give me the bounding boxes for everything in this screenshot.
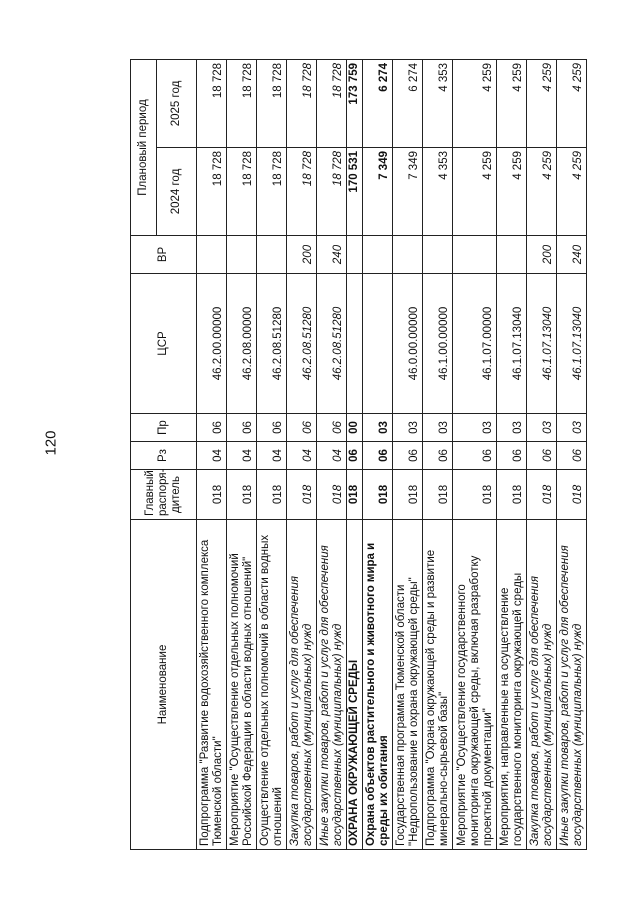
cell-2024: 4 353	[423, 148, 453, 236]
cell-rz: 06	[393, 442, 423, 470]
cell-pr: 00	[347, 414, 363, 442]
header-admin: Главный распоря-дитель	[131, 470, 197, 520]
cell-2025: 4 259	[453, 59, 497, 147]
cell-name: Охрана объектов растительного и животного мира и среды их обитания	[363, 520, 393, 850]
cell-admin: 018	[363, 470, 393, 520]
cell-2024: 7 349	[363, 148, 393, 236]
cell-2025: 6 274	[363, 59, 393, 147]
cell-2025: 4 353	[423, 59, 453, 147]
cell-2025: 4 259	[527, 59, 557, 147]
cell-2025: 4 259	[497, 59, 527, 147]
cell-2024: 18 728	[287, 148, 317, 236]
cell-name: Подпрограмма "Развитие водохозяйственного комплекса Тюменской области"	[197, 520, 227, 850]
cell-2024: 4 259	[557, 148, 587, 236]
cell-pr: 06	[197, 414, 227, 442]
table-row	[423, 59, 453, 849]
cell-2024: 7 349	[393, 148, 423, 236]
cell-vr	[257, 236, 287, 274]
cell-2024: 4 259	[453, 148, 497, 236]
table-row	[453, 59, 497, 849]
cell-2025: 18 728	[257, 59, 287, 147]
cell-rz: 04	[317, 442, 347, 470]
cell-rz: 06	[497, 442, 527, 470]
budget-table	[130, 59, 587, 850]
cell-rz: 04	[287, 442, 317, 470]
table-row	[527, 59, 557, 849]
cell-pr: 06	[257, 414, 287, 442]
rotated-table-container	[130, 60, 584, 850]
header-name: Наименование	[131, 520, 197, 850]
cell-2025: 18 728	[317, 59, 347, 147]
table-row	[347, 59, 363, 849]
cell-csr: 46.1.00.00000	[423, 274, 453, 414]
cell-admin: 018	[557, 470, 587, 520]
cell-csr: 46.0.00.00000	[393, 274, 423, 414]
cell-pr: 06	[317, 414, 347, 442]
cell-admin: 018	[257, 470, 287, 520]
cell-pr: 06	[287, 414, 317, 442]
cell-name: Мероприятие "Осуществление государственного мониторинга окружающей среды, включая разработку проектной документации"	[453, 520, 497, 850]
cell-csr	[347, 274, 363, 414]
cell-name: Государственная программа Тюменской области "Недропользование и охрана окружающей среды"	[393, 520, 423, 850]
cell-rz: 06	[453, 442, 497, 470]
cell-pr: 06	[227, 414, 257, 442]
cell-vr	[497, 236, 527, 274]
header-year-2025: 2025 год	[157, 59, 197, 147]
cell-csr: 46.2.08.51280	[317, 274, 347, 414]
cell-2025: 173 759	[347, 59, 363, 147]
cell-vr: 240	[557, 236, 587, 274]
cell-vr	[227, 236, 257, 274]
cell-2024: 18 728	[317, 148, 347, 236]
table-row	[227, 59, 257, 849]
cell-2024: 4 259	[497, 148, 527, 236]
cell-rz: 04	[227, 442, 257, 470]
cell-pr: 03	[423, 414, 453, 442]
cell-csr: 46.2.08.51280	[287, 274, 317, 414]
cell-rz: 06	[347, 442, 363, 470]
table-row	[257, 59, 287, 849]
cell-csr: 46.1.07.13040	[497, 274, 527, 414]
cell-admin: 018	[393, 470, 423, 520]
cell-2024: 18 728	[197, 148, 227, 236]
cell-rz: 06	[423, 442, 453, 470]
cell-rz: 06	[363, 442, 393, 470]
cell-vr	[197, 236, 227, 274]
cell-admin: 018	[227, 470, 257, 520]
cell-csr: 46.1.07.00000	[453, 274, 497, 414]
page-number: 120	[42, 430, 60, 456]
cell-2025: 18 728	[287, 59, 317, 147]
cell-vr: 200	[527, 236, 557, 274]
cell-2024: 18 728	[257, 148, 287, 236]
cell-admin: 018	[423, 470, 453, 520]
cell-csr: 46.2.08.00000	[227, 274, 257, 414]
cell-vr	[423, 236, 453, 274]
cell-csr: 46.2.00.00000	[197, 274, 227, 414]
cell-pr: 03	[527, 414, 557, 442]
cell-csr: 46.2.08.51280	[257, 274, 287, 414]
cell-vr: 200	[287, 236, 317, 274]
cell-admin: 018	[453, 470, 497, 520]
cell-name: Закупка товаров, работ и услуг для обеспечения государственных (муниципальных) нужд	[527, 520, 557, 850]
cell-vr	[393, 236, 423, 274]
table-body	[197, 59, 587, 849]
cell-vr: 240	[317, 236, 347, 274]
cell-pr: 03	[557, 414, 587, 442]
cell-csr: 46.1.07.13040	[557, 274, 587, 414]
cell-pr: 03	[497, 414, 527, 442]
cell-2025: 18 728	[197, 59, 227, 147]
header-plan-period: Плановый период	[131, 59, 157, 235]
cell-2024: 4 259	[527, 148, 557, 236]
table-row	[557, 59, 587, 849]
table-row	[197, 59, 227, 849]
cell-2024: 170 531	[347, 148, 363, 236]
cell-pr: 03	[453, 414, 497, 442]
cell-admin: 018	[317, 470, 347, 520]
cell-admin: 018	[287, 470, 317, 520]
cell-pr: 03	[393, 414, 423, 442]
cell-name: Мероприятие "Осуществление отдельных полномочий Российской Федерации в области водных отношений"	[227, 520, 257, 850]
table-row	[317, 59, 347, 849]
cell-name: Подпрограмма "Охрана окружающей среды и развитие минерально-сырьевой базы"	[423, 520, 453, 850]
cell-vr	[347, 236, 363, 274]
cell-name: ОХРАНА ОКРУЖАЮЩЕЙ СРЕДЫ	[347, 520, 363, 850]
cell-name: Иные закупки товаров, работ и услуг для обеспечения государственных (муниципальных) нужд	[317, 520, 347, 850]
cell-admin: 018	[527, 470, 557, 520]
cell-csr: 46.1.07.13040	[527, 274, 557, 414]
cell-2025: 18 728	[227, 59, 257, 147]
cell-name: Мероприятия, направленные на осуществление государственного мониторинга окружающей среды	[497, 520, 527, 850]
table-row	[287, 59, 317, 849]
cell-2025: 4 259	[557, 59, 587, 147]
cell-name: Осуществление отдельных полномочий в области водных отношений	[257, 520, 287, 850]
cell-rz: 06	[527, 442, 557, 470]
cell-2025: 6 274	[393, 59, 423, 147]
table-row	[393, 59, 423, 849]
cell-vr	[363, 236, 393, 274]
cell-rz: 06	[557, 442, 587, 470]
cell-2024: 18 728	[227, 148, 257, 236]
cell-admin: 018	[197, 470, 227, 520]
cell-admin: 018	[497, 470, 527, 520]
cell-rz: 04	[197, 442, 227, 470]
cell-csr	[363, 274, 393, 414]
header-pr: Пр	[131, 414, 197, 442]
cell-rz: 04	[257, 442, 287, 470]
cell-name: Закупка товаров, работ и услуг для обеспечения государственных (муниципальных) нужд	[287, 520, 317, 850]
cell-admin: 018	[347, 470, 363, 520]
table-row	[497, 59, 527, 849]
header-rz: Рз	[131, 442, 197, 470]
cell-name: Иные закупки товаров, работ и услуг для обеспечения государственных (муниципальных) нужд	[557, 520, 587, 850]
header-vr: ВР	[131, 236, 197, 274]
cell-vr	[453, 236, 497, 274]
table-row	[363, 59, 393, 849]
header-csr: ЦСР	[131, 274, 197, 414]
header-year-2024: 2024 год	[157, 148, 197, 236]
cell-pr: 03	[363, 414, 393, 442]
